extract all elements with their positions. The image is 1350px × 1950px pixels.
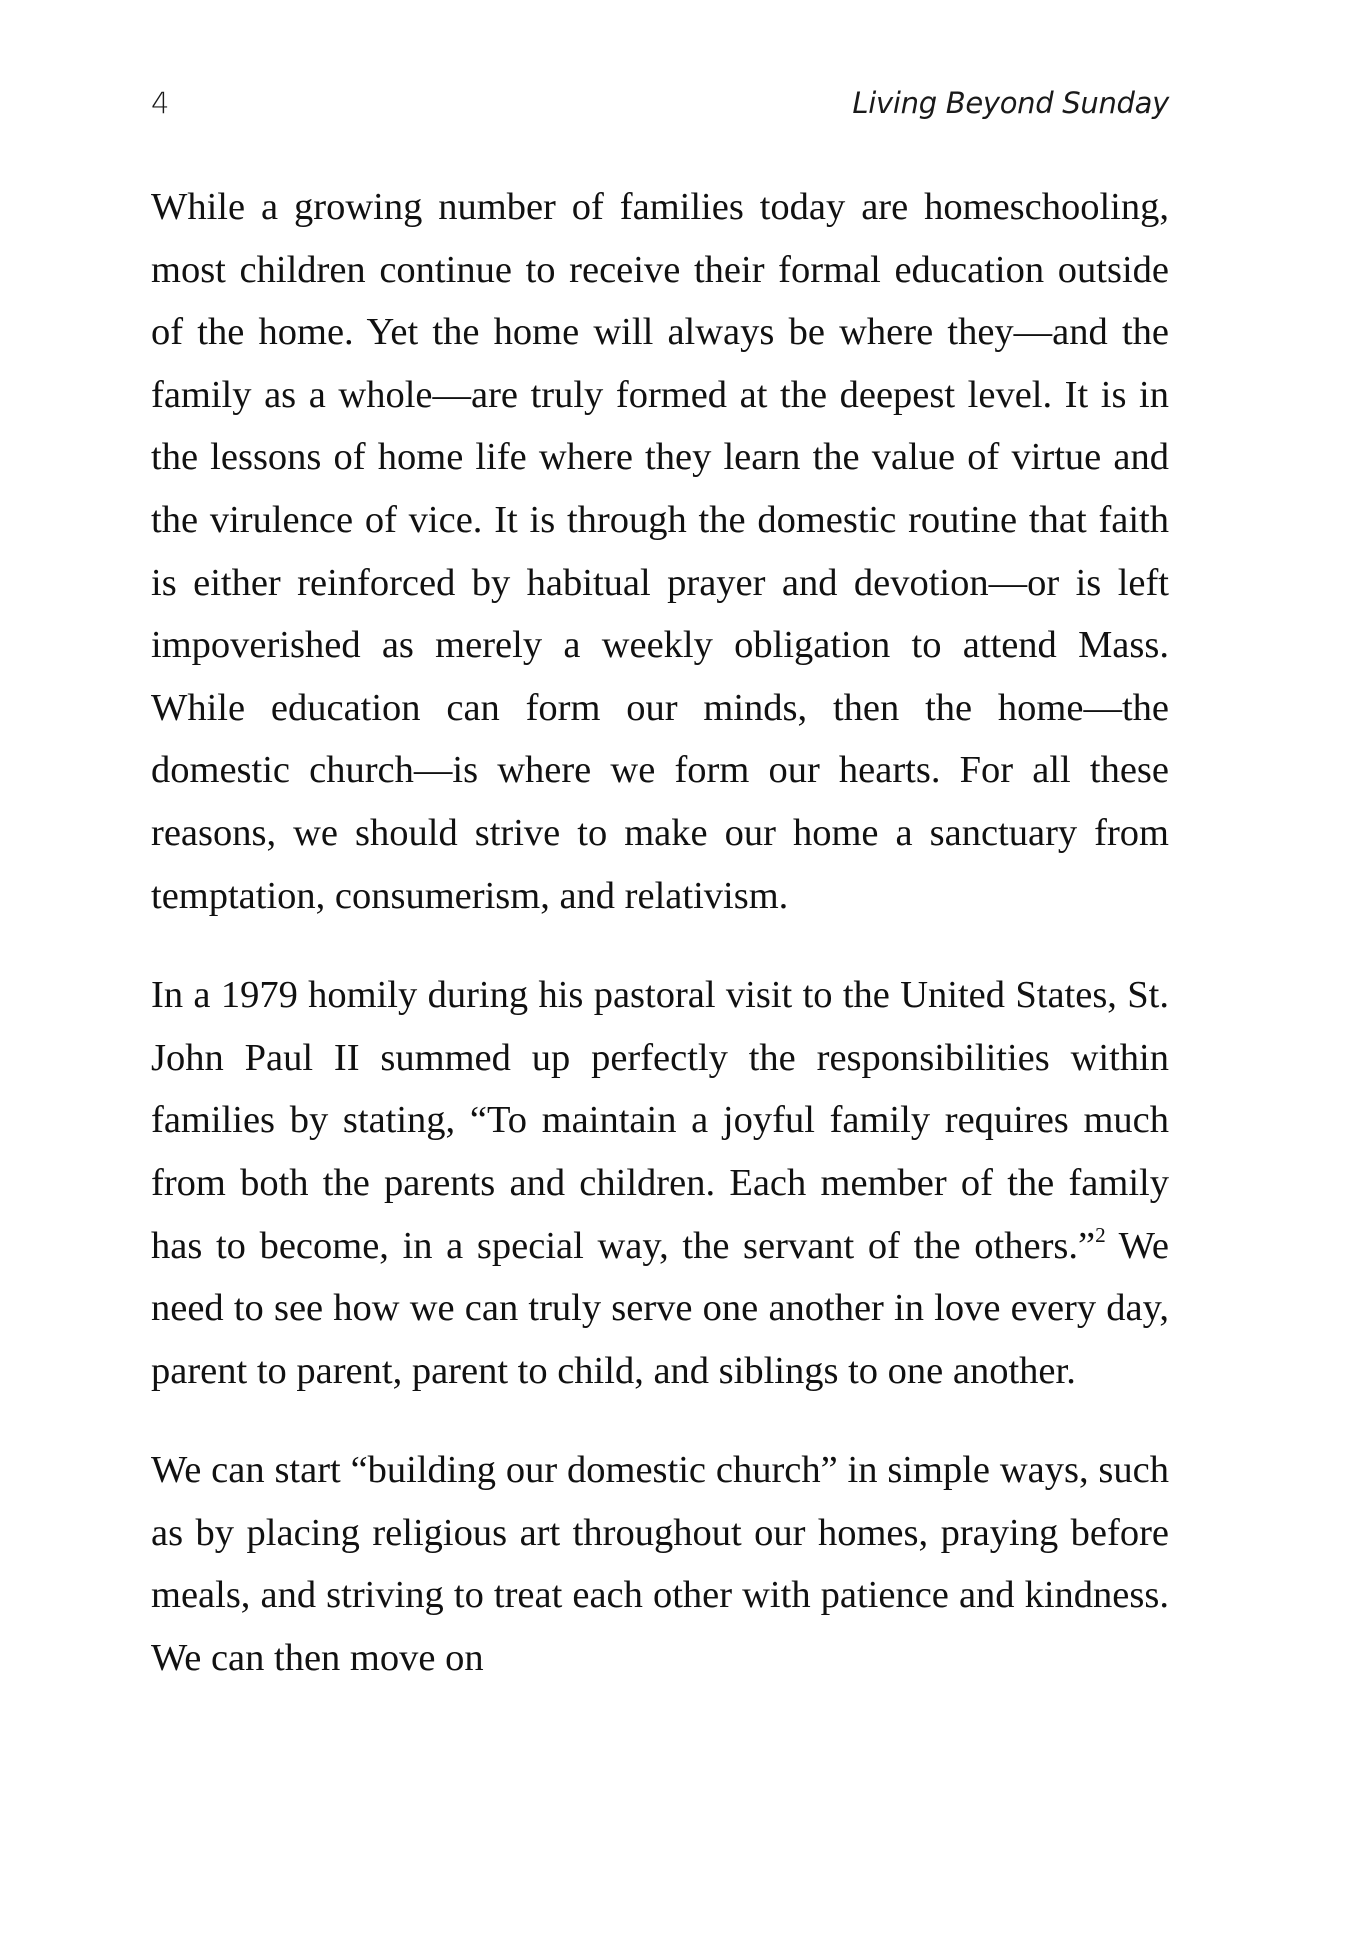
paragraph-2-text-before-footnote: In a 1979 homily during his pastoral visit to the United States, St. John Paul II summed up perfectly the responsibilities within families by stating, “To maintain a joyful family requires much from both the parents and children. Each member of the family has to become, in a special way, the servant of the others.” [151,974,1169,1267]
paragraph-1: While a growing number of families today are homeschooling, most children continue to receive their formal education outside of the home. Yet the home will always be where they—and the family as a whole—are truly formed at the deepest level. It is in the lessons of home life where they learn the value of virtue and the virulence of vice. It is through the domestic routine that faith is either reinforced by habitual prayer and devotion—or is left impoverished as merely a weekly obligation to attend Mass. While education can form our minds, then the home—the domestic church—is where we form our hearts. For all these reasons, we should strive to make our home a sanctuary from temptation, consumerism, and relativism. [151,186,1169,917]
page-number: 4 [151,86,170,120]
page-header [151,86,1169,126]
running-title: Living Beyond Sunday [852,86,1169,120]
paragraph-3: We can start “building our domestic church” in simple ways, such as by placing religious art throughout our homes, praying before meals, and striving to treat each other with patience and kindness. We can then move on [151,1449,1169,1680]
paragraph-2-text-after-footnote: We need to see how we can truly serve one another in love every day, parent to parent, parent to child, and siblings to one another. [151,1224,1169,1392]
paragraph-2 [151,964,1169,1402]
body-text [151,176,1169,1727]
footnote-marker[interactable]: 2 [1095,1222,1106,1247]
